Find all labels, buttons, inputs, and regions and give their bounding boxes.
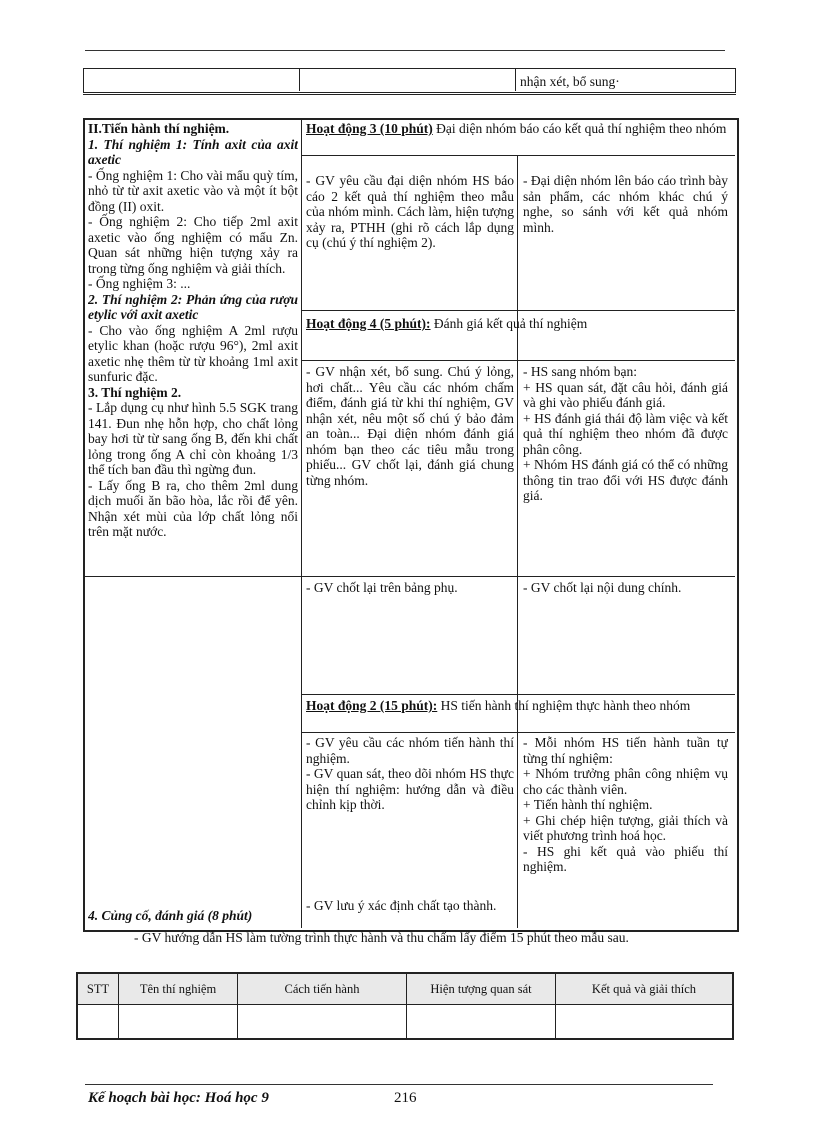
experiment-3-title: 3. Thí nghiệm 2. xyxy=(88,384,182,400)
activity-2-title-rest: HS tiến hành thí nghiệm thực hành theo nhóm xyxy=(440,698,691,713)
experiment-3-step-1: - Lắp dụng cụ như hình 5.5 SGK trang 141. Đun nhẹ hỗn hợp, cho chất lỏng bay hơi từ từ sang ống B, đến khi chất lỏng trong ống A chỉ còn khoảng 1/3 thể tích ban đầu thì ngừng đun. xyxy=(88,400,298,477)
activity-3-heading-rule xyxy=(301,155,735,156)
experiment-1-step-3: - Ống nghiệm 3: ... xyxy=(88,276,191,291)
activity-3-title: Hoạt động 3 (10 phút) xyxy=(306,121,433,136)
experiment-1-step-2: - Ống nghiệm 2: Cho tiếp 2ml axit axetic vào ống nghiệm có mẩu Zn. Quan sát những hiện tượng xảy ra trong từng ống nghiệm và giải thích. xyxy=(88,214,298,276)
top-row-bottom-rule xyxy=(83,92,736,95)
report-table-row xyxy=(77,1005,733,1040)
experiment-1-step-1: - Ống nghiệm 1: Cho vài mẩu quỳ tím, nhỏ từ từ axit axetic vào và một ít bột đồng (II) oxit. xyxy=(88,167,298,214)
activity-4-top-rule xyxy=(301,310,735,311)
activity-2-student: - Mỗi nhóm HS tiến hành tuần tự từng thí nghiệm: + Nhóm trưởng phân công nhiệm vụ cho các thành viên. + Tiến hành thí nghiệm. + Ghi chép hiện tượng, giải thích và viết phương trình hoá học. - HS ghi kết quả vào phiếu thí nghiệm. xyxy=(523,735,728,874)
top-row-divider-2 xyxy=(515,68,516,91)
header-observation: Hiện tượng quan sát xyxy=(407,973,556,1005)
activity-3-teacher: - GV yêu cầu đại diện nhóm HS báo cáo 2 kết quả thí nghiệm theo mẫu của nhóm mình. Cách làm, hiện tượng xảy ra, PTHH (ghi rõ cách lắp dụng cụ (chú ý thí nghiệm 2). xyxy=(306,173,514,250)
conclusion-teacher: - GV chốt lại trên bảng phụ. xyxy=(306,580,458,595)
report-instruction: - GV hướng dẫn HS làm tường trình thực hành và thu chấm lấy điểm 15 phút theo mẫu sau. xyxy=(134,930,629,945)
activity-2-top-rule xyxy=(301,694,735,695)
top-row-cell-3: nhận xét, bổ sung· xyxy=(520,74,620,89)
left-column xyxy=(88,121,298,921)
section-title: II.Tiến hành thí nghiệm. xyxy=(88,121,230,136)
experiment-1-title: 1. Thí nghiệm 1: Tính axit của axit axetic xyxy=(88,136,298,167)
page-number: 216 xyxy=(394,1090,417,1106)
footer-title: Kế hoạch bài học: Hoá học 9 xyxy=(88,1090,269,1106)
top-row-divider-1 xyxy=(299,68,300,91)
review-heading: 4. Củng cố, đánh giá (8 phút) xyxy=(88,908,253,923)
header-rule xyxy=(85,50,725,51)
experiment-3-step-2: - Lấy ống B ra, cho thêm 2ml dung dịch muối ăn bão hòa, lắc rồi để yên. Nhận xét mùi của lớp chất lỏng nổi trên mặt nước. xyxy=(88,477,298,539)
main-table-col-divider-1 xyxy=(301,118,302,928)
activity-3-student: - Đại diện nhóm lên báo cáo trình bày sản phẩm, các nhóm khác chú ý nghe, so sánh với kết quả nhóm mình. xyxy=(523,173,728,235)
report-table-header-row xyxy=(77,973,733,1005)
header-stt: STT xyxy=(77,973,119,1005)
activity-4-heading-rule xyxy=(301,360,735,361)
activity-4-heading xyxy=(306,316,730,346)
activity-2-title: Hoạt động 2 (15 phút): xyxy=(306,698,438,713)
conclusion-top-rule xyxy=(83,576,735,577)
report-cell xyxy=(119,1005,238,1040)
report-cell xyxy=(407,1005,556,1040)
experiment-2-step-1: - Cho vào ống nghiệm A 2ml rượu etylic khan (hoặc rượu 96°), 2ml axit axetic nhẹ thêm từ từ khoảng 1ml axit sunfuric đặc. xyxy=(88,322,298,384)
activity-3-title-rest: Đại diện nhóm báo cáo kết quả thí nghiệm theo nhóm xyxy=(436,121,727,136)
header-experiment-name: Tên thí nghiệm xyxy=(119,973,238,1005)
activity-2-teacher-note: - GV lưu ý xác định chất tạo thành. xyxy=(306,898,497,913)
activity-2-teacher: - GV yêu cầu các nhóm tiến hành thí nghiệm. - GV quan sát, theo dõi nhóm HS thực hiện thí nghiệm: hướng dẫn và điều chỉnh kịp thời. xyxy=(306,735,514,812)
activity-4-teacher: - GV nhận xét, bổ sung. Chú ý lỏng, hơi chất... Yêu cầu các nhóm chấm điểm, đánh giá từ khi thí nghiệm, GV nhận xét, nêu một số chú ý bảo đảm an toàn... Đại diện nhóm đánh giá nhóm bạn theo các tiêu mẫu trong phiếu... GV chốt lại, đánh giá chung từng nhóm. xyxy=(306,364,514,488)
footer-rule xyxy=(85,1084,713,1085)
conclusion-student: - GV chốt lại nội dung chính. xyxy=(523,580,682,595)
header-result: Kết quả và giải thích xyxy=(556,973,734,1005)
activity-4-student: - HS sang nhóm bạn: + HS quan sát, đặt câu hỏi, đánh giá và ghi vào phiếu đánh giá. + HS đánh giá thái độ làm việc và kết quả thí nghiệm theo nhóm đã được phân công. + Nhóm HS đánh giá có thể có những thông tin trao đổi với HS được đánh giá. xyxy=(523,364,728,503)
activity-2-heading-rule xyxy=(301,732,735,733)
activity-3-heading xyxy=(306,121,730,155)
report-cell xyxy=(77,1005,119,1040)
main-table-col-divider-2 xyxy=(517,155,518,928)
header-procedure: Cách tiến hành xyxy=(238,973,407,1005)
activity-4-title-rest: Đánh giá kết quả thí nghiệm xyxy=(433,316,588,331)
report-cell xyxy=(238,1005,407,1040)
activity-2-heading xyxy=(306,698,730,730)
report-table xyxy=(76,972,734,1040)
experiment-2-title: 2. Thí nghiệm 2: Phản ứng của rượu etylic với axit axetic xyxy=(88,291,298,322)
activity-4-title: Hoạt động 4 (5 phút): xyxy=(306,316,431,331)
report-cell xyxy=(556,1005,734,1040)
